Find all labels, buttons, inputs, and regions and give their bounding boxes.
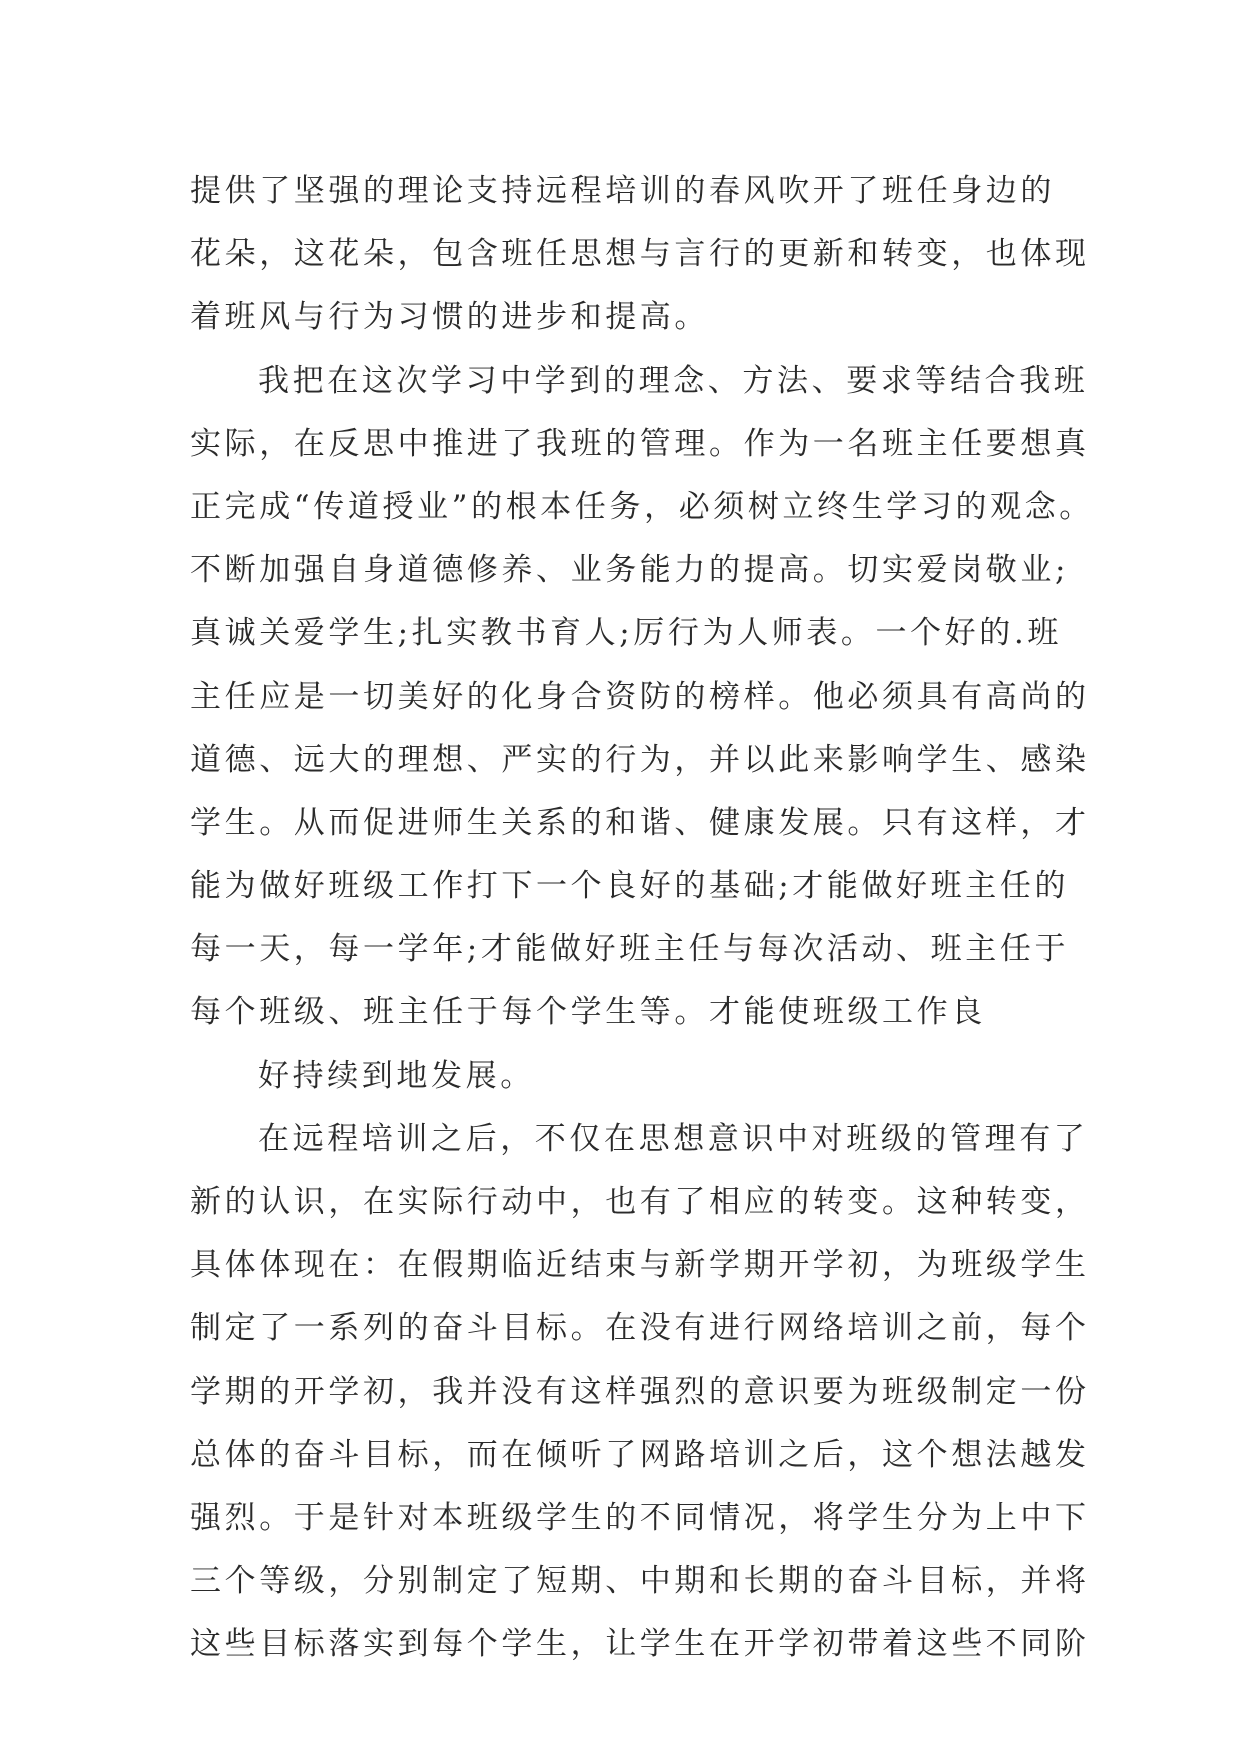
text-line: 实际，在反思中推进了我班的管理。作为一名班主任要想真 — [190, 425, 1090, 462]
text-line: 具体体现在：在假期临近结束与新学期开学初，为班级学生 — [190, 1247, 1090, 1284]
text-line: 制定了一系列的奋斗目标。在没有进行网络培训之前，每个 — [190, 1310, 1090, 1347]
text-line: 三个等级，分别制定了短期、中期和长期的奋斗目标，并将 — [190, 1563, 1090, 1600]
text-line: 新的认识，在实际行动中，也有了相应的转变。这种转变， — [190, 1184, 1090, 1220]
text-line: 学生。从而促进师生关系的和谐、健康发展。只有这样，才 — [190, 804, 1090, 841]
paragraph-start-line: 我把在这次学习中学到的理念、方法、要求等结合我班 — [258, 362, 1089, 399]
text-line: 真诚关爱学生;扎实教书育人;厉行为人师表。一个好的.班 — [190, 615, 1062, 652]
text-line: 提供了坚强的理论支持远程培训的春风吹开了班任身边的 — [190, 173, 1055, 209]
text-line: 强烈。于是针对本班级学生的不同情况，将学生分为上中下 — [190, 1499, 1090, 1536]
body-text — [190, 160, 1094, 1677]
text-line: 正完成“传道授业”的根本任务，必须树立终生学习的观念。 — [190, 488, 1094, 525]
text-line: 学期的开学初，我并没有这样强烈的意识要为班级制定一份 — [190, 1373, 1090, 1410]
text-line: 总体的奋斗目标，而在倾听了网路培训之后，这个想法越发 — [190, 1436, 1090, 1473]
text-line: 不断加强自身道德修养、业务能力的提高。切实爱岗敬业; — [190, 552, 1070, 589]
text-line: 花朵，这花朵，包含班任思想与言行的更新和转变，也体现 — [190, 236, 1090, 273]
text-line: 着班风与行为习惯的进步和提高。 — [190, 299, 709, 336]
text-line: 每个班级、班主任于每个学生等。才能使班级工作良 — [190, 994, 986, 1031]
text-line: 能为做好班级工作打下一个良好的基础;才能做好班主任的 — [190, 868, 1070, 905]
paragraph-start-line: 好持续到地发展。 — [258, 1057, 535, 1094]
text-line: 道德、远大的理想、严实的行为，并以此来影响学生、感染 — [190, 741, 1090, 778]
text-line: 这些目标落实到每个学生，让学生在开学初带着这些不同阶 — [190, 1626, 1090, 1663]
paragraph-start-line: 在远程培训之后，不仅在思想意识中对班级的管理有了 — [258, 1120, 1089, 1157]
text-line: 每一天，每一学年;才能做好班主任与每次活动、班主任于 — [190, 931, 1070, 968]
text-line: 主任应是一切美好的化身合资防的榜样。他必须具有高尚的 — [190, 678, 1090, 715]
